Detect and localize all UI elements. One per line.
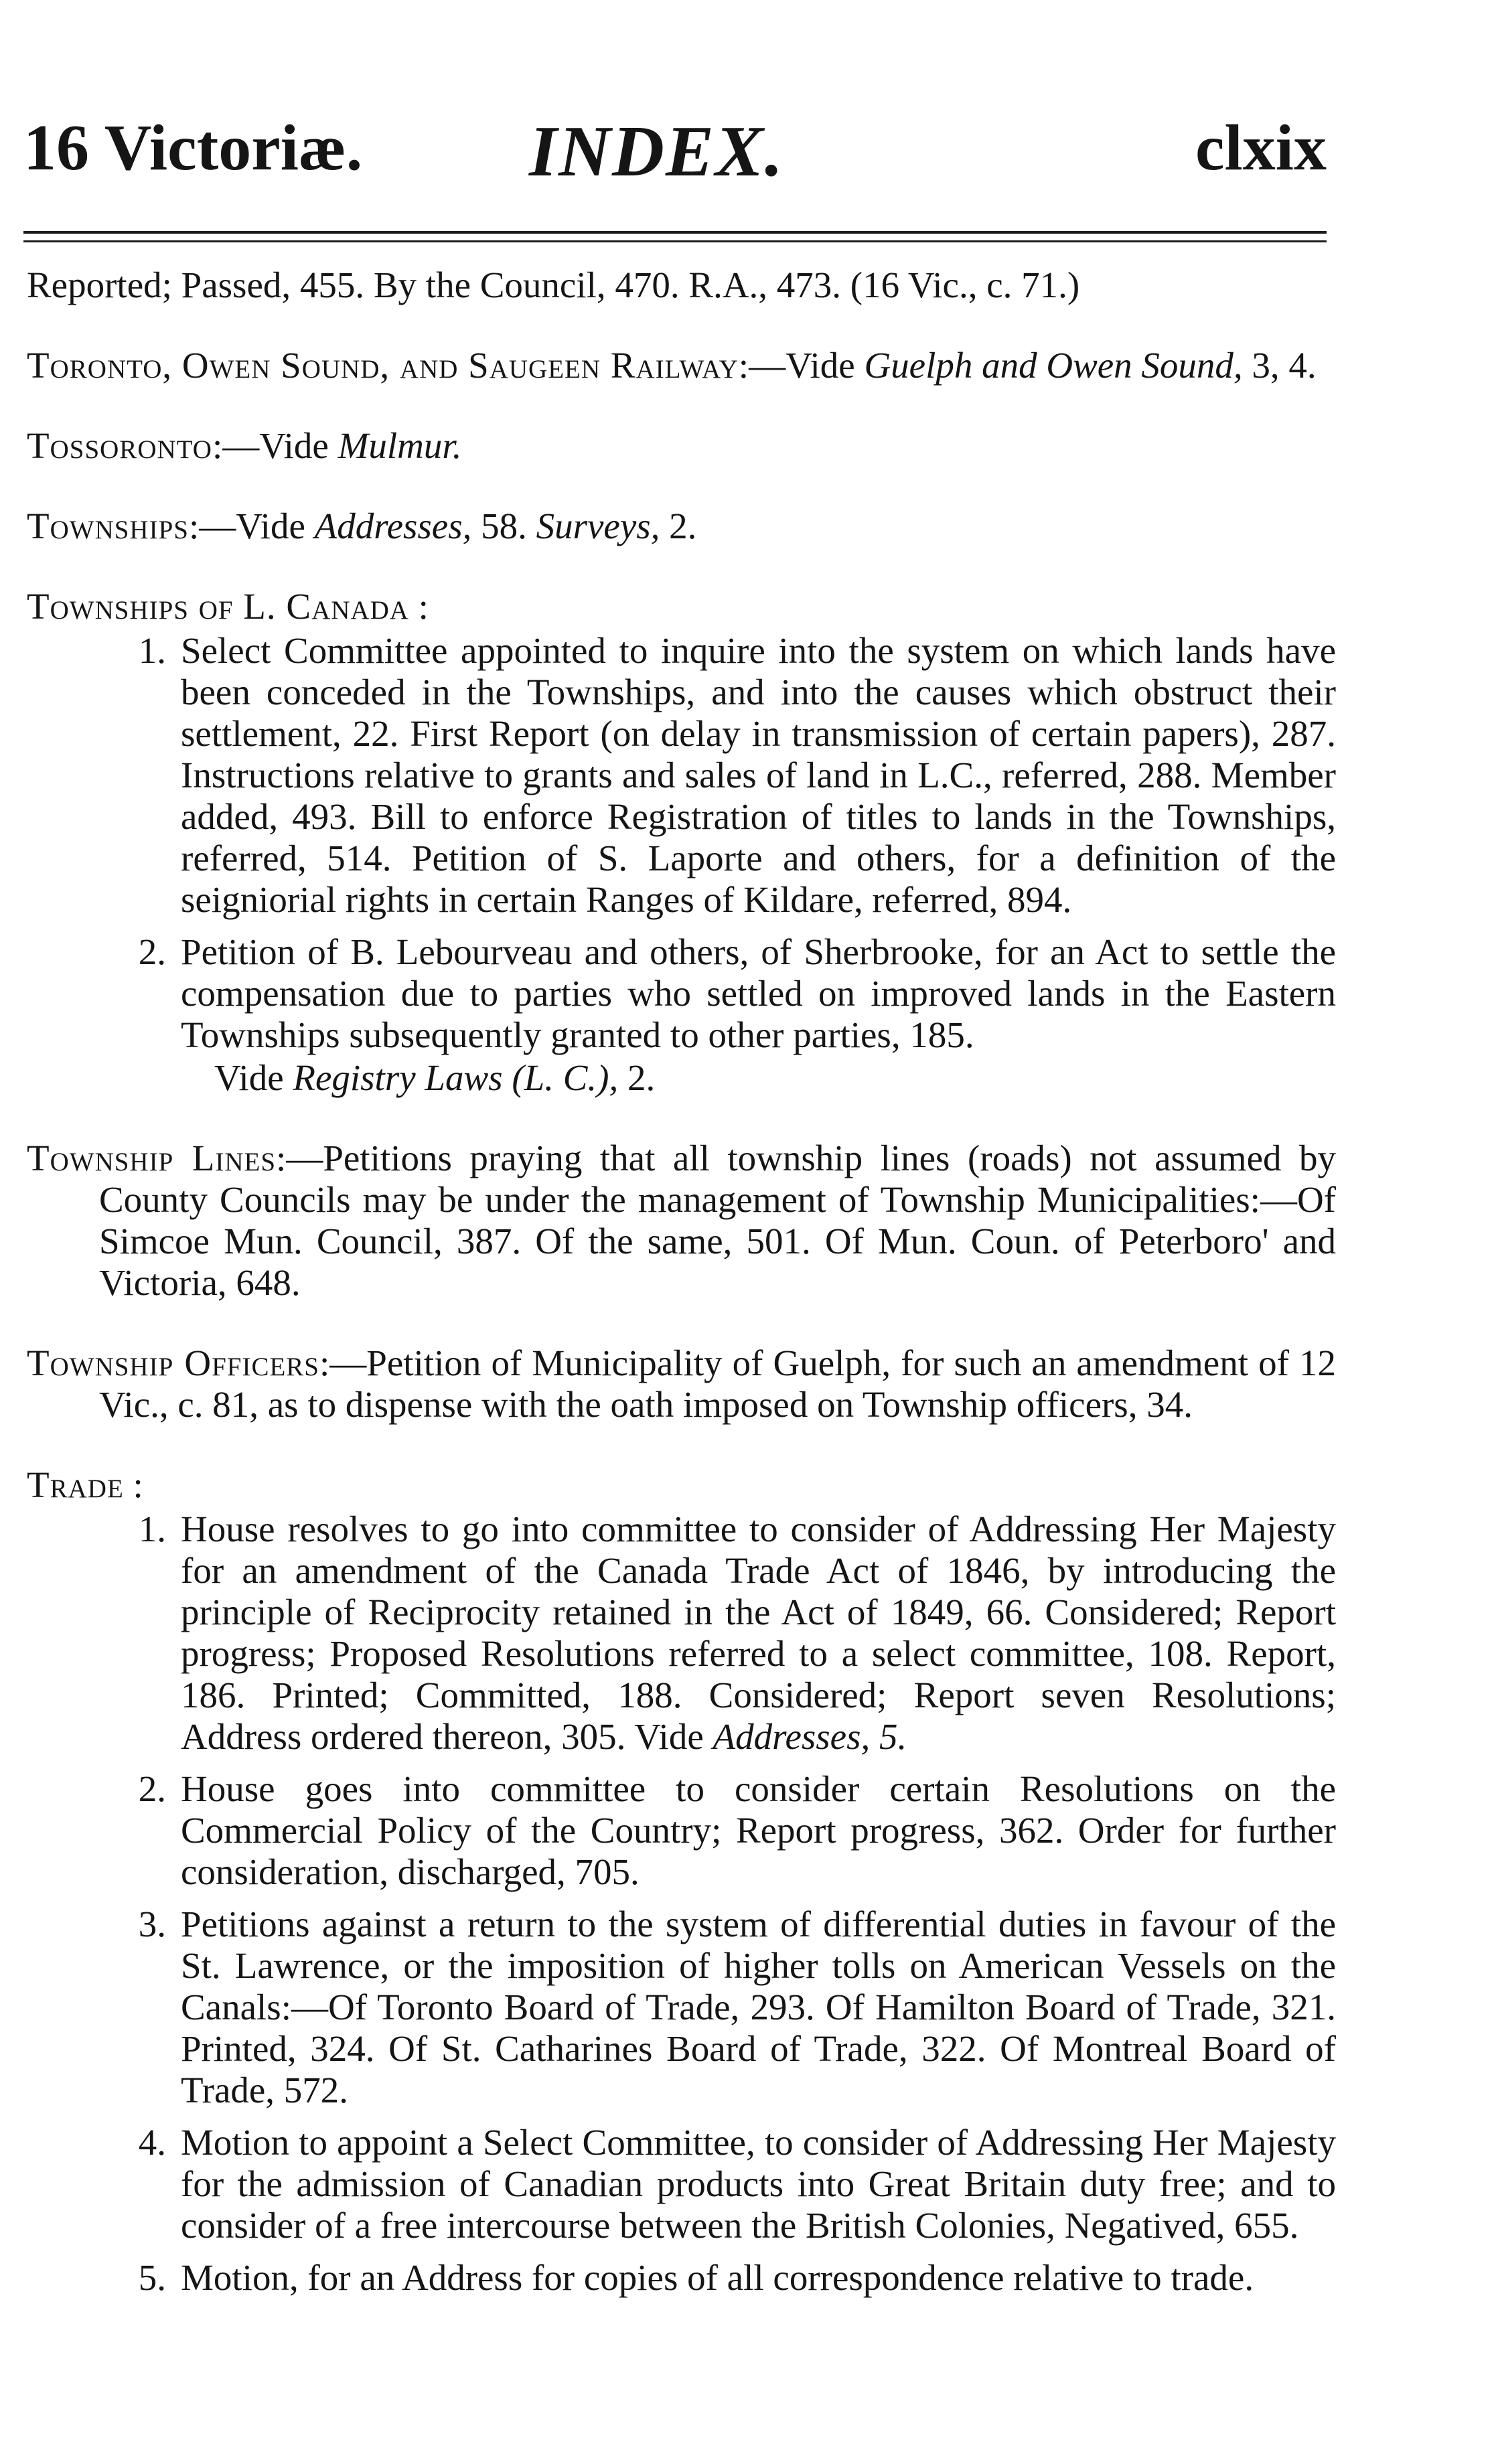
entry-text: 58. xyxy=(471,506,536,546)
entry-heading: Township Officers xyxy=(27,1342,319,1383)
item-number: 2. xyxy=(138,1768,166,1809)
entry-heading: Tossoronto xyxy=(27,425,212,466)
item-text: Select Committee appointed to inquire into the system on which lands have been conceded in the Townships, and into the causes which obstruct their settlement, 22. First Report (on delay in transmission of certain papers), 287. Instructions relative to grants and sales of land in L.C., referred, 288. Member added, 493. Bill to enforce Registration of titles to lands in the Townships, referred, 514. Petition of S. Laporte and others, for a definition of the seigniorial rights in certain Ranges of Kildare, referred, 894. xyxy=(181,630,1336,920)
header-title: INDEX. xyxy=(529,112,785,191)
entry-townships xyxy=(27,506,1336,547)
entry-text: :—Vide xyxy=(738,345,865,386)
list-item xyxy=(27,1904,1336,2111)
entry-text: :—Petition of Municipality of Guelph, for such an amendment of 12 Vic., c. 81, as to dispense with the oath imposed on Township officers, 34. xyxy=(99,1342,1336,1425)
item-number: 1. xyxy=(138,1509,166,1549)
item-text: Motion to appoint a Select Committee, to consider of Addressing Her Majesty for the admission of Canadian products into Great Britain duty free; and to consider of a free intercourse between the British Colonies, Negatived, 655. xyxy=(181,2122,1336,2246)
item-number: 5. xyxy=(138,2257,166,2298)
cross-reference: Guelph and Owen Sound, xyxy=(864,345,1243,386)
entry-heading-line xyxy=(27,586,1336,627)
entry-text: 2. xyxy=(660,506,697,546)
entry-reported xyxy=(27,264,1336,306)
index-entries xyxy=(27,264,1336,2337)
item-number: 4. xyxy=(138,2122,166,2163)
item-text: House goes into committee to consider certain Resolutions on the Commercial Policy of the Country; Report progress, 362. Order for further consideration, discharged, 705. xyxy=(181,1768,1336,1892)
entry-text: :—Vide xyxy=(188,506,315,546)
entry-text: : xyxy=(123,1464,143,1505)
list-item xyxy=(27,2122,1336,2246)
entry-township-officers xyxy=(27,1342,1336,1426)
entry-text: Reported; Passed, 455. By the Council, 470. R.A., 473. (16 Vic., c. 71.) xyxy=(27,264,1080,305)
item-text: House resolves to go into committee to consider of Addressing Her Majesty for an amendment of the Canada Trade Act of 1846, by introducing the principle of Reciprocity retained in the Act of 1849, 66. Considered; Report progress; Proposed Resolutions referred to a select committee, 108. Report, 186. Printed; Committed, 188. Considered; Report seven Resolutions; Address ordered thereon, 305. Vide xyxy=(181,1509,1336,1757)
header-rule-top xyxy=(23,231,1327,234)
cross-reference: Mulmur. xyxy=(338,425,462,466)
entry-townships-of-l-canada xyxy=(27,586,1336,1099)
entry-text: : xyxy=(408,586,429,627)
item-text: Motion, for an Address for copies of all correspondence relative to trade. xyxy=(181,2257,1254,2298)
entry-heading: Townships of L. Canada xyxy=(27,586,409,627)
list-item xyxy=(27,630,1336,921)
cross-reference: Addresses, 5. xyxy=(713,1716,907,1757)
item-number: 3. xyxy=(138,1904,166,1944)
entry-township-lines xyxy=(27,1138,1336,1304)
entry-text: 3, 4. xyxy=(1242,345,1317,386)
entry-heading: Toronto, Owen Sound, and Saugeen Railway xyxy=(27,345,739,386)
entry-text: :—Vide xyxy=(212,425,338,466)
entry-toronto-owen-sound-railway xyxy=(27,345,1336,386)
cross-reference: Registry Laws (L. C.), xyxy=(293,1057,619,1098)
item-text: Petition of B. Lebourveau and others, of Sherbrooke, for an Act to settle the compensation due to parties who settled on improved lands in the Eastern Townships subsequently granted to other parties, 185. xyxy=(181,931,1336,1055)
entry-tossoronto xyxy=(27,425,1336,467)
list-item xyxy=(27,931,1336,1056)
list-item xyxy=(27,1509,1336,1758)
header-page-number: clxix xyxy=(1195,112,1327,184)
page-header xyxy=(23,110,1327,204)
entry-trade xyxy=(27,1464,1336,2299)
item-number: 2. xyxy=(138,931,166,972)
list-item xyxy=(27,1768,1336,1893)
cross-reference: Surveys, xyxy=(536,506,660,546)
entry-text: Vide xyxy=(214,1057,293,1098)
header-rule-bottom xyxy=(23,240,1327,242)
entry-text: 2. xyxy=(618,1057,656,1098)
entry-heading: Townships xyxy=(27,506,189,546)
cross-reference: Addresses, xyxy=(314,506,472,546)
entry-text: :—Petitions praying that all township lines (roads) not assumed by County Councils may be under the management of Township Municipalities:—Of Simcoe Mun. Council, 387. Of the same, 501. Of Mun. Coun. of Peterboro' and Victoria, 648. xyxy=(99,1138,1336,1303)
vide-line xyxy=(27,1057,1336,1099)
entry-heading: Township Lines xyxy=(27,1138,277,1178)
entry-heading: Trade xyxy=(27,1464,124,1505)
item-text: Petitions against a return to the system of differential duties in favour of the St. Lawrence, or the imposition of higher tolls on American Vessels on the Canals:—Of Toronto Board of Trade, 293. Of Hamilton Board of Trade, 321. Printed, 324. Of St. Catharines Board of Trade, 322. Of Montreal Board of Trade, 572. xyxy=(181,1904,1336,2110)
entry-heading-line xyxy=(27,1464,1336,1506)
header-session: 16 Victoriæ. xyxy=(23,112,363,184)
list-item xyxy=(27,2257,1336,2299)
item-number: 1. xyxy=(138,630,166,671)
